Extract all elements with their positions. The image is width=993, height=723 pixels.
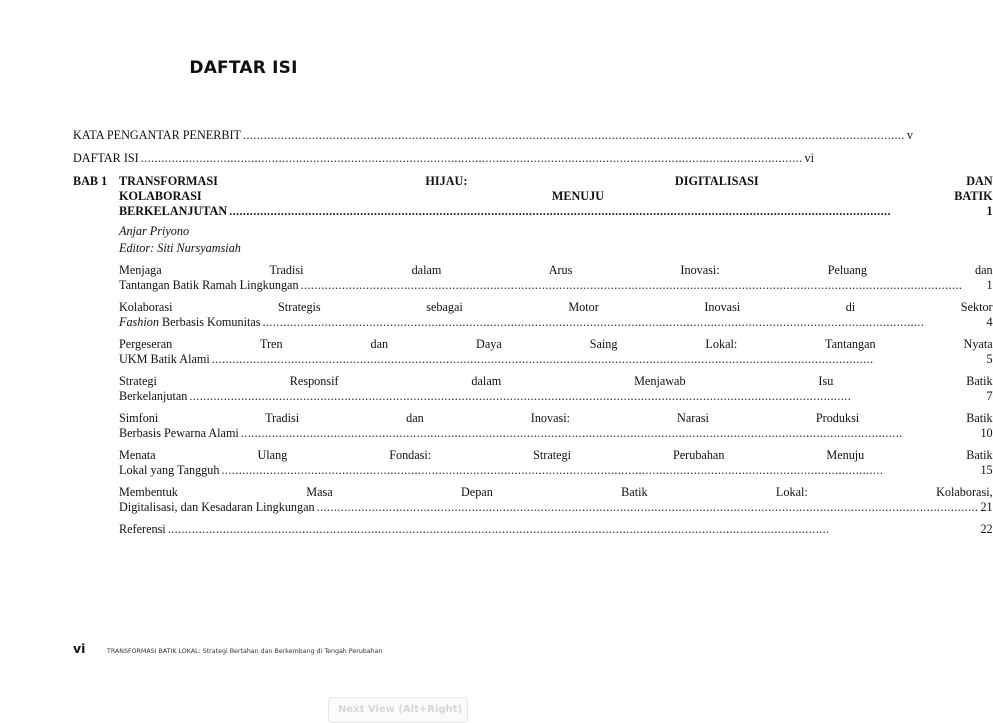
toc-subentry-line-1: Menata Ulang Fondasi: Strategi Perubahan Menuju Batik bbox=[119, 448, 993, 462]
toc-page-number: 10 bbox=[980, 426, 993, 440]
next-view-button[interactable] bbox=[328, 697, 468, 723]
toc-subentry[interactable] bbox=[119, 263, 993, 293]
toc-references-label: Referensi bbox=[119, 522, 166, 536]
toc-subentry-line-2: Tantangan Batik Ramah Lingkungan bbox=[119, 278, 299, 292]
chapter-number: BAB 1 bbox=[73, 174, 108, 188]
toc-subentry-line-2: Berbasis Pewarna Alami bbox=[119, 426, 239, 440]
toc-subentry-line-1: Simfoni Tradisi dan Inovasi: Narasi Produksi Batik bbox=[119, 411, 993, 425]
toc-page-number: 1 bbox=[986, 278, 993, 292]
table-of-contents bbox=[73, 128, 993, 537]
toc-page-number: vi bbox=[804, 151, 815, 165]
toc-subentry-line-2: Berkelanjutan bbox=[119, 389, 188, 403]
dot-leader bbox=[189, 389, 984, 404]
toc-subentry[interactable] bbox=[119, 374, 993, 404]
page-footer bbox=[73, 641, 433, 656]
dot-leader bbox=[317, 500, 979, 515]
toc-subentry[interactable] bbox=[119, 448, 993, 478]
toc-page-number: 7 bbox=[986, 389, 993, 403]
toc-subentry-line-1: Kolaborasi Strategis sebagai Motor Inovasi di Sektor bbox=[119, 300, 993, 314]
chapter-title-line-1[interactable]: TRANSFORMASI HIJAU: DIGITALISASI DAN bbox=[119, 174, 993, 188]
toc-subentry-line-2 bbox=[119, 315, 261, 330]
toc-chapter-1 bbox=[73, 174, 993, 537]
chapter-editor: Editor: Siti Nursyamsiah bbox=[119, 241, 241, 255]
toc-subentry-line-1: Strategi Responsif dalam Menjawab Isu Batik bbox=[119, 374, 993, 388]
footer-page-number: vi bbox=[73, 641, 86, 656]
toc-page-number: 15 bbox=[980, 463, 993, 477]
toc-entry-label: DAFTAR ISI bbox=[73, 151, 139, 165]
toc-entry-label: KATA PENGANTAR PENERBIT bbox=[73, 128, 241, 142]
toc-page-number: v bbox=[906, 128, 913, 142]
toc-subentry-line-1: Pergeseran Tren dan Daya Saing Lokal: Tantangan Nyata bbox=[119, 337, 993, 351]
toc-subentry[interactable] bbox=[119, 485, 993, 515]
footer-running-title: TRANSFORMASI BATIK LOKAL: Strategi Bertahan dan Berkembang di Tengah Perubahan bbox=[107, 648, 383, 655]
toc-subentry[interactable] bbox=[119, 337, 993, 367]
dot-leader bbox=[301, 278, 985, 293]
toc-page-number: 22 bbox=[980, 522, 993, 536]
page-title: DAFTAR ISI bbox=[189, 58, 298, 78]
dot-leader bbox=[221, 463, 978, 478]
chapter-author: Anjar Priyono bbox=[119, 224, 190, 238]
dot-leader bbox=[229, 204, 984, 219]
toc-entry-daftar-isi[interactable] bbox=[73, 151, 815, 166]
toc-subentry-line-2-rest: Berbasis Komunitas bbox=[158, 315, 261, 329]
chapter-title-text: BERKELANJUTAN bbox=[119, 204, 228, 218]
toc-subentry-line-1: Menjaga Tradisi dalam Arus Inovasi: Peluang dan bbox=[119, 263, 993, 277]
chapter-title-line-2[interactable]: KOLABORASI MENUJU BATIK bbox=[119, 189, 993, 203]
dot-leader bbox=[263, 315, 985, 330]
toc-page-number: 5 bbox=[986, 352, 993, 366]
toc-page-number: 1 bbox=[986, 204, 993, 218]
dot-leader bbox=[243, 128, 905, 143]
toc-page-number: 4 bbox=[986, 315, 993, 329]
next-view-label: Next View (Alt+Right) bbox=[338, 704, 463, 715]
toc-entry-kata-pengantar[interactable] bbox=[73, 128, 913, 143]
chapter-body bbox=[119, 174, 993, 537]
toc-subentry[interactable] bbox=[119, 300, 993, 330]
toc-subentry-line-2: Digitalisasi, dan Kesadaran Lingkungan bbox=[119, 500, 315, 514]
toc-subentry-references[interactable] bbox=[119, 522, 993, 537]
toc-subentry-italic-word: Fashion bbox=[119, 315, 159, 329]
toc-subentry-line-2: Lokal yang Tangguh bbox=[119, 463, 220, 477]
toc-subentry-line-1: Membentuk Masa Depan Batik Lokal: Kolaborasi, bbox=[119, 485, 993, 499]
dot-leader bbox=[141, 151, 803, 166]
toc-page-number: 21 bbox=[980, 500, 993, 514]
toc-subentry-line-2: UKM Batik Alami bbox=[119, 352, 210, 366]
dot-leader bbox=[168, 522, 979, 537]
chapter-title-line-3[interactable] bbox=[119, 204, 993, 219]
dot-leader bbox=[241, 426, 979, 441]
dot-leader bbox=[212, 352, 985, 367]
toc-subentry[interactable] bbox=[119, 411, 993, 441]
